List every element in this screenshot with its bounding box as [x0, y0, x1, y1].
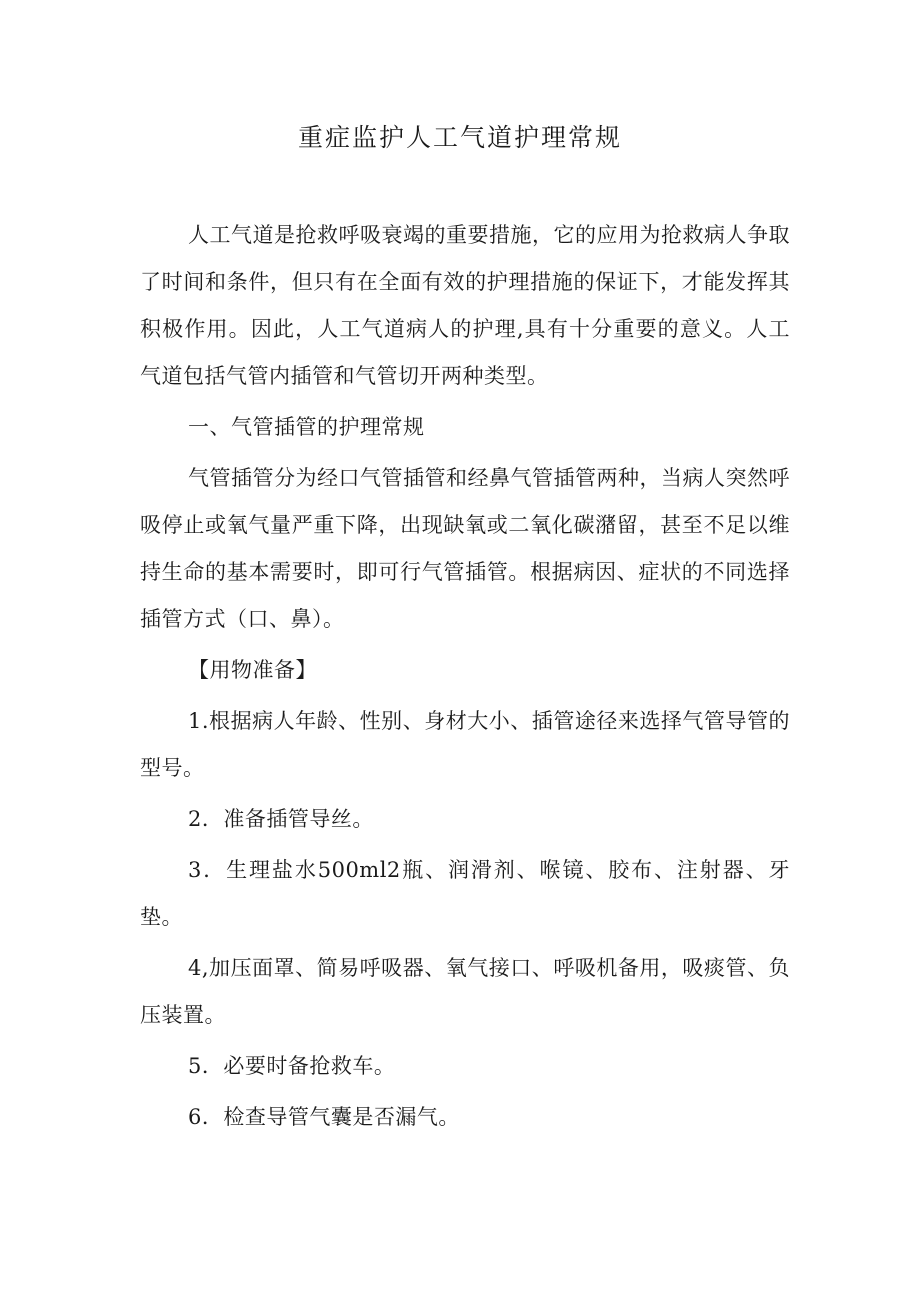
- subheading-supplies: 【用物准备】: [188, 658, 317, 682]
- paragraph-intro: 人工气道是抢救呼吸衰竭的重要措施，它的应用为抢救病人争取了时间和条件，但只有在全面有效的护理措施的保证下，才能发挥其积极作用。因此，人工气道病人的护理,具有十分重要的意义。人工气道包括气管内插管和气管切开两种类型。: [140, 223, 790, 388]
- list-item-6: 6．检查导管气囊是否漏气。: [188, 1105, 460, 1129]
- list-item-2: 2．准备插管导丝。: [188, 807, 374, 831]
- list-item-5: 5．必要时备抢救车。: [188, 1054, 396, 1078]
- list-item-3: 3．生理盐水500ml2瓶、润滑剂、喉镜、胶布、注射器、牙垫。: [140, 858, 790, 929]
- paragraph-intubation-overview: 气管插管分为经口气管插管和经鼻气管插管两种，当病人突然呼吸停止或氧气量严重下降，出现缺氧或二氧化碳潴留，甚至不足以维持生命的基本需要时，即可行气管插管。根据病因、症状的不同选择插管方式（口、鼻）。: [140, 466, 790, 631]
- list-item-4: 4,加压面罩、简易呼吸器、氧气接口、呼吸机备用，吸痰管、负压装置。: [140, 956, 790, 1027]
- list-item-1: 1.根据病人年龄、性别、身材大小、插管途径来选择气管导管的型号。: [140, 709, 790, 780]
- document-title: 重症监护人工气道护理常规: [297, 123, 622, 152]
- document-body: [140, 212, 790, 1141]
- section-heading-intubation: 一、气管插管的护理常规: [188, 415, 425, 439]
